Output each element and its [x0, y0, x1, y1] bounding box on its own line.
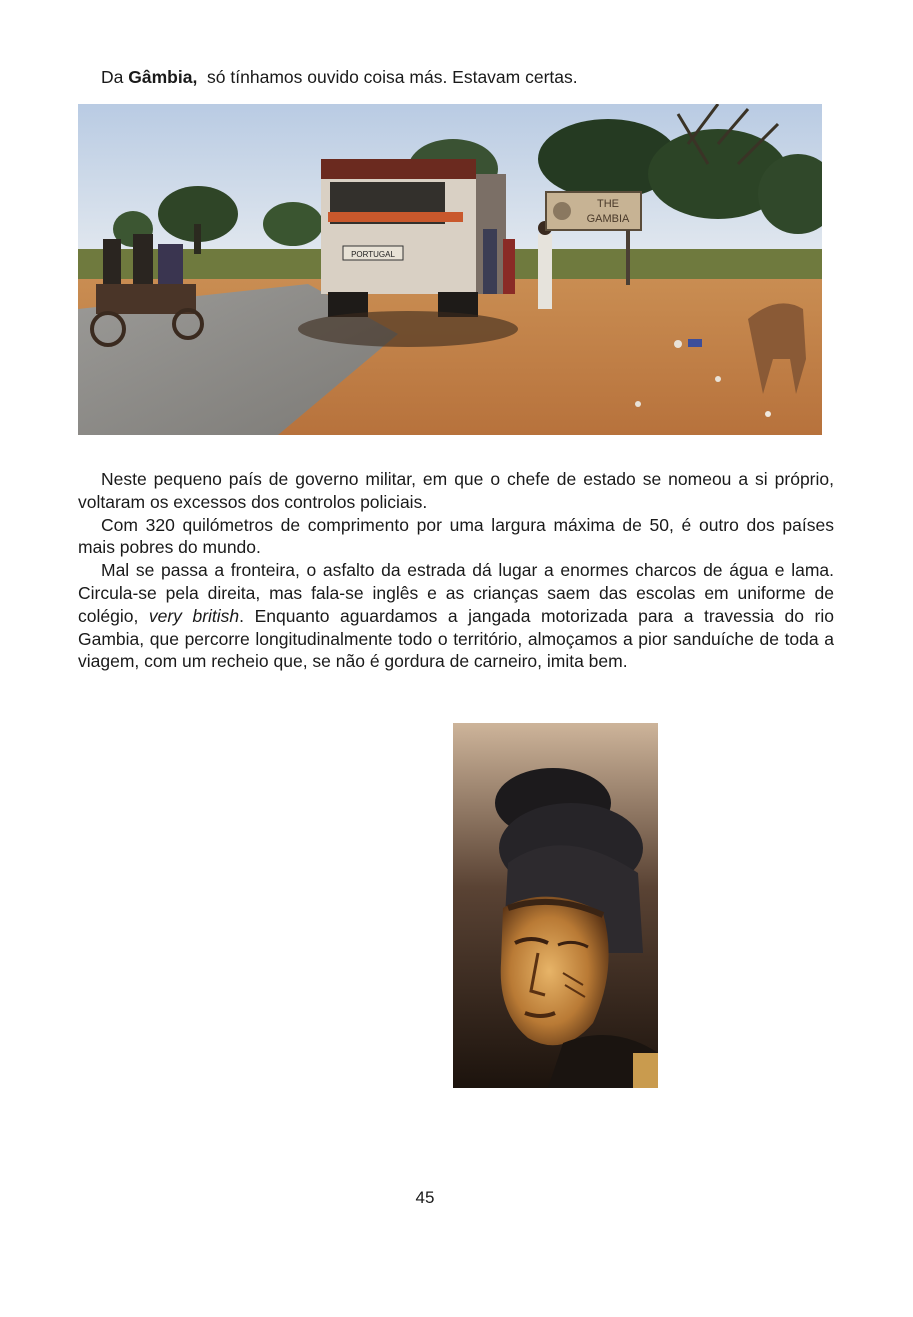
sign-line-2: GAMBIA: [586, 213, 630, 225]
wooden-mask-photo-art: [453, 723, 658, 1088]
intro-rest: só tínhamos ouvido coisa más. Estavam certas.: [207, 67, 578, 87]
paragraph-1: Neste pequeno país de governo militar, em que o chefe de estado se nomeou a si próprio, voltaram os excessos dos controlos policiais.: [78, 469, 834, 512]
paragraph-3-italic: very british: [148, 605, 240, 626]
sign-line-1: THE: [597, 198, 619, 210]
paragraph-3-part-1: Mal se passa a fronteira, o asfalto da estrada dá lugar a enormes charcos de água e lama. Circula-se pela direita, mas fala-se inglês e as crianças saem das escolas em uniforme de colégio,: [78, 560, 834, 626]
bus-plate-text: PORTUGAL: [351, 250, 395, 259]
intro-prefix: Da: [101, 67, 124, 87]
article-body: [78, 468, 834, 673]
intro-line: [101, 66, 578, 88]
wooden-mask-photo: [453, 723, 658, 1088]
paragraph-3: [78, 559, 834, 673]
paragraph-3-part-2: . Enquanto aguardamos a jangada motorizada para a travessia do rio Gambia, que percorre longitudinalmente todo o território, almoçamos a pior sanduíche de toda a viagem, com um recheio que, se não é gordura de carneiro, imita bem.: [78, 605, 835, 672]
gambia-border-photo-art: [78, 104, 822, 435]
gambia-border-photo: [78, 104, 822, 435]
intro-country-name: Gâmbia,: [128, 67, 198, 87]
page-number: 45: [415, 1188, 435, 1207]
paragraph-2: Com 320 quilómetros de comprimento por uma largura máxima de 50, é outro dos países mais pobres do mundo.: [78, 514, 834, 558]
